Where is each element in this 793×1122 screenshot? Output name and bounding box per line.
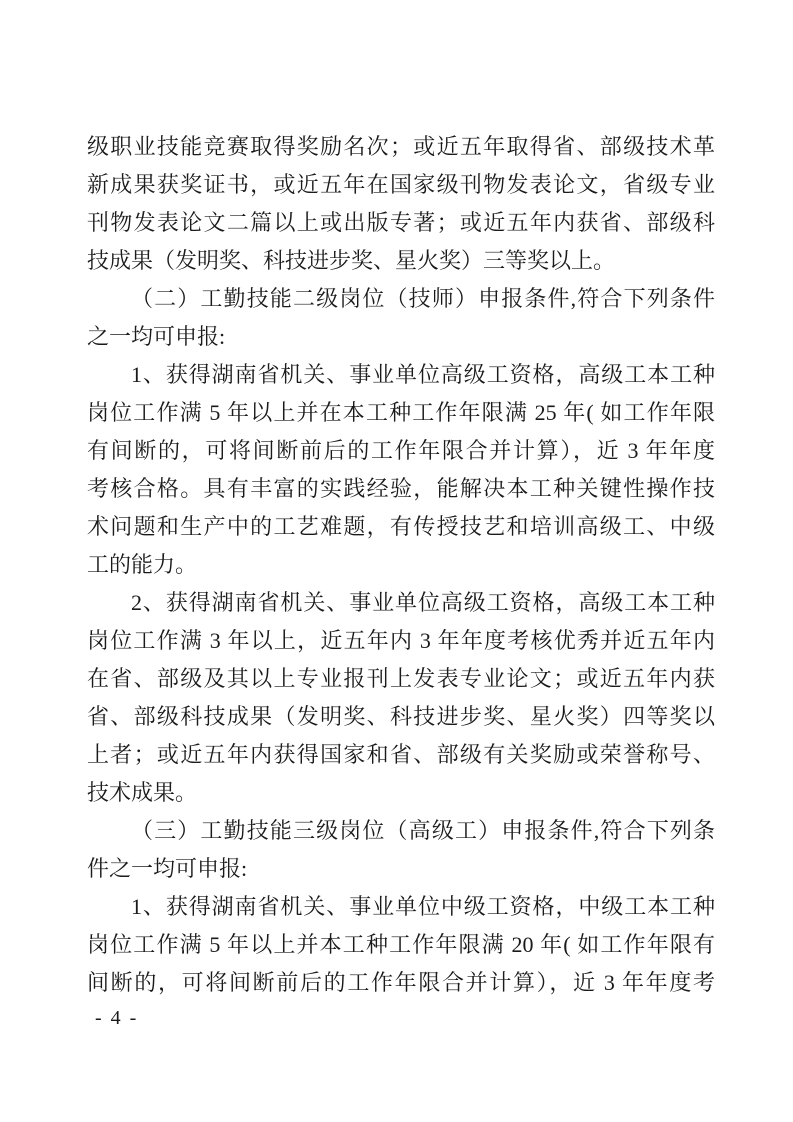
text-line: 岗位工作满 5 年以上并本工种工作年限满 20 年( 如工作年限有 xyxy=(87,932,715,957)
text-line: 之一均可申报: xyxy=(87,324,226,349)
text-line: 岗位工作满 3 年以上，近五年内 3 年年度考核优秀并近五年内 xyxy=(87,628,715,653)
text-line: 考核合格。具有丰富的实践经验，能解决本工种关键性操作技 xyxy=(87,476,715,501)
text-line: 有间断的，可将间断前后的工作年限合并计算），近 3 年年度 xyxy=(87,438,715,463)
text-line: （二）工勤技能二级岗位（技师）申报条件,符合下列条件 xyxy=(131,286,715,311)
text-line: 级职业技能竞赛取得奖励名次；或近五年取得省、部级技术革 xyxy=(87,134,715,159)
text-line: 术问题和生产中的工艺难题，有传授技艺和培训高级工、中级 xyxy=(87,514,715,539)
page-number: - 4 - xyxy=(95,1007,139,1029)
text-line: 新成果获奖证书，或近五年在国家级刊物发表论文，省级专业 xyxy=(87,172,715,197)
text-line: 在省、部级及其以上专业报刊上发表专业论文；或近五年内获 xyxy=(87,666,715,691)
text-line: 岗位工作满 5 年以上并在本工种工作年限满 25 年( 如工作年限 xyxy=(87,400,715,425)
text-line: 技术成果。 xyxy=(87,780,198,805)
text-line: 刊物发表论文二篇以上或出版专著；或近五年内获省、部级科 xyxy=(87,210,715,235)
text-line: 1、获得湖南省机关、事业单位中级工资格，中级工本工种 xyxy=(131,894,715,919)
text-line: 2、获得湖南省机关、事业单位高级工资格，高级工本工种 xyxy=(131,590,715,615)
text-line: 间断的，可将间断前后的工作年限合并计算），近 3 年年度考 xyxy=(87,970,715,995)
text-line: 件之一均可申报: xyxy=(87,856,248,881)
text-line: 上者；或近五年内获得国家和省、部级有关奖励或荣誉称号、 xyxy=(87,742,715,767)
text-line: 1、获得湖南省机关、事业单位高级工资格，高级工本工种 xyxy=(131,362,715,387)
text-line: 工的能力。 xyxy=(87,552,198,577)
text-line: 省、部级科技成果（发明奖、科技进步奖、星火奖）四等奖以 xyxy=(87,704,715,729)
text-line: （三）工勤技能三级岗位（高级工）申报条件,符合下列条 xyxy=(131,818,715,843)
text-line: 技成果（发明奖、科技进步奖、星火奖）三等奖以上。 xyxy=(87,248,616,273)
document-body xyxy=(87,128,715,1002)
